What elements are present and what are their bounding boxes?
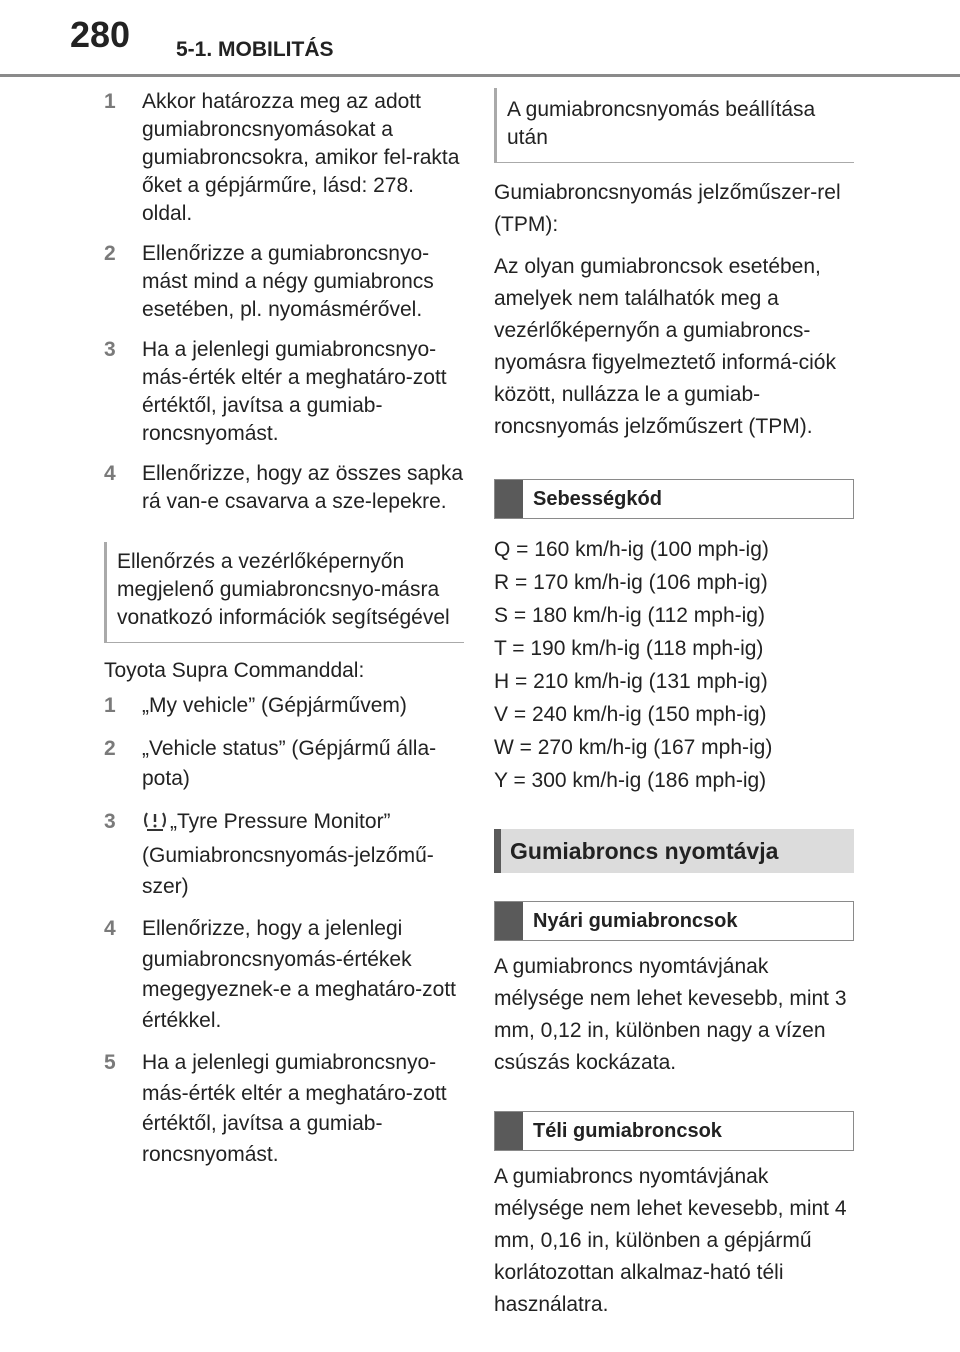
step-item (104, 807, 464, 903)
step-text: „Vehicle status” (Gépjármű álla-pota) (142, 736, 437, 790)
step-item (104, 691, 464, 722)
winter-tyres-text: A gumiabroncs nyomtávjának mélysége nem lehet kevesebb, mint 4 mm, 0,16 in, különben a gépjármű korlátozottan alkalmaz-ható téli használatra. (494, 1165, 847, 1316)
step-text: Akkor határozza meg az adott gumiabroncsnyomásokat a gumiabroncsokra, amikor fel-rakta őket a gépjárműre, lásd: 278. oldal. (142, 90, 460, 225)
speed-code-item: H = 210 km/h-ig (131 mph-ig) (494, 670, 768, 693)
step-number: 5 (104, 1051, 116, 1074)
speed-code-item: V = 240 km/h-ig (150 mph-ig) (494, 703, 767, 726)
summer-tyres-heading: Nyári gumiabroncsok (494, 901, 854, 941)
step-item (104, 914, 464, 1036)
page-number: 280 (70, 14, 131, 55)
right-column (494, 88, 854, 1331)
tpm-intro: Gumiabroncsnyomás jelzőműszer-rel (TPM): (494, 181, 841, 236)
speed-code-item: W = 270 km/h-ig (167 mph-ig) (494, 736, 773, 759)
step-item (104, 88, 464, 228)
tread-depth-heading: Gumiabroncs nyomtávja (494, 829, 854, 873)
speed-code-item: T = 190 km/h-ig (118 mph-ig) (494, 637, 764, 660)
step-text: Ha a jelenlegi gumiabroncsnyo-más-érték eltér a meghatáro-zott értéktől, javítsa a gumiab-roncsnyomást. (142, 1051, 447, 1166)
header-rule (0, 74, 960, 77)
step-item (104, 336, 464, 448)
subheading-check-screen: Ellenőrzés a vezérlőképernyőn megjelenő gumiabroncsnyo-másra vonatkozó információk segítségével (104, 542, 464, 643)
speed-code-item: Y = 300 km/h-ig (186 mph-ig) (494, 769, 767, 792)
section-title: 5-1. MOBILITÁS (176, 38, 334, 61)
speed-code-list (494, 533, 854, 797)
page-header (0, 0, 960, 80)
step-text: Ellenőrizze a gumiabroncsnyo-mást mind a négy gumiabroncs esetében, pl. nyomásmérővel. (142, 242, 434, 321)
step-text: „My vehicle” (Gépjárművem) (142, 694, 407, 717)
winter-tyres-heading: Téli gumiabroncsok (494, 1111, 854, 1151)
speed-code-item: S = 180 km/h-ig (112 mph-ig) (494, 604, 765, 627)
step-number: 3 (104, 809, 116, 833)
step-text: Ellenőrizze, hogy az összes sapka rá van-e csavarva a sze-lepekre. (142, 462, 463, 513)
step-item (104, 1048, 464, 1170)
speed-code-item: R = 170 km/h-ig (106 mph-ig) (494, 571, 768, 594)
step-number: 1 (104, 694, 116, 717)
step-number: 3 (104, 338, 116, 361)
step-number: 2 (104, 242, 116, 265)
speed-code-heading: Sebességkód (494, 479, 854, 519)
step-item (104, 460, 464, 516)
subheading-after-adjustment: A gumiabroncsnyomás beállítása után (494, 88, 854, 163)
step-number: 2 (104, 736, 116, 760)
step-item (104, 240, 464, 324)
tpm-reset-text: Az olyan gumiabroncsok esetében, amelyek nem találhatók meg a vezérlőképernyőn a gumiabroncs-nyomásra figyelmeztető informá-ciók között, nullázza le a gumiab-roncsnyomás jelzőműszert (TPM). (494, 255, 836, 438)
step-text: Ellenőrizze, hogy a jelenlegi gumiabroncsnyomás-értékek megegyeznek-e a meghatáro-zott értékkel. (142, 917, 457, 1032)
tyre-pressure-warning-icon (142, 810, 168, 842)
step-item (104, 734, 464, 795)
speed-code-item: Q = 160 km/h-ig (100 mph-ig) (494, 538, 769, 561)
summer-tyres-text: A gumiabroncs nyomtávjának mélysége nem lehet kevesebb, mint 3 mm, 0,12 in, különben nagy a vízen csúszás kockázata. (494, 955, 847, 1074)
step-text: Ha a jelenlegi gumiabroncsnyo-más-érték eltér a meghatáro-zott értéktől, javítsa a gumiab-roncsnyomást. (142, 338, 447, 445)
step-number: 1 (104, 90, 116, 113)
step-number: 4 (104, 917, 116, 940)
step-text: „Tyre Pressure Monitor” (Gumiabroncsnyomás-jelzőmű-szer) (142, 809, 434, 898)
intro-text: Toyota Supra Commanddal: (104, 659, 365, 682)
left-column (104, 88, 464, 1182)
step-number: 4 (104, 462, 116, 485)
